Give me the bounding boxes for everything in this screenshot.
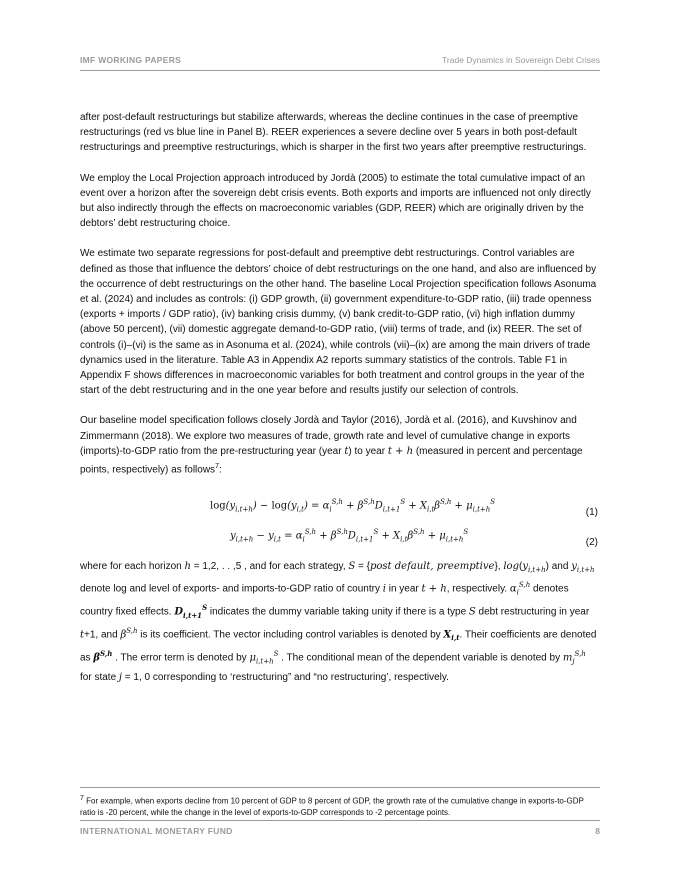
equation-2-formula: $y_{i,t+h} - y_{i,t} = \alpha_i^{S,h} + \beta^{S,h}D_{i,t+1}^S + X_{i,t}\beta^{S,h} + \mu_{i,t+h}^S$	[230, 527, 469, 543]
running-header-title: Trade Dynamics in Sovereign Debt Crises	[442, 55, 600, 65]
paragraph-2: We employ the Local Projection approach introduced by Jordà (2005) to estimate the total cumulative impact of an event over a horizon after the sovereign debt crisis events. Both exports and imports are influenced not only directly but also indirectly through the effects on macroeconomic variables (GDP, REER) which are originally driven by the debtors’ debt restructuring choice.	[80, 172, 591, 230]
equation-1	[80, 493, 600, 517]
equation-2	[80, 523, 600, 547]
page-number: 8	[595, 826, 600, 836]
paragraph-1: after post-default restructurings but stabilize afterwards, whereas the decline continues in the case of preemptive restructurings (red vs blue line in Panel B). REER experiences a severe decline over 5 years in both post-default restructurings and preemptive restructurings, which is sharper in the first two years after preemptive restructurings.	[80, 112, 587, 154]
footer-rule	[80, 820, 600, 821]
running-footer-org: INTERNATIONAL MONETARY FUND	[80, 826, 233, 836]
footnote-mark: 7	[80, 795, 84, 802]
footnote-7	[80, 793, 600, 818]
footnote-rule	[80, 787, 600, 788]
equation-2-number: (2)	[585, 536, 598, 548]
footnote-text: For example, when exports decline from 10 percent of GDP to 8 percent of GDP, the growth rate of the cumulative change in exports-to-GDP ratio is -20 percent, while the change in the level of exports-to-GDP corresponds to -2 percentage points.	[80, 796, 584, 817]
equation-1-number: (1)	[585, 506, 598, 518]
paragraph-3: We estimate two separate regressions for post-default and preemptive debt restructurings. Control variables are defined as those that influence the debtors’ choice of debt restructurings on the one hand, and also are influenced by the occurrence of debt restructurings on the other hand. The baseline Local Projection specification follows Asonuma et al. (2024) and includes as controls: (i) GDP growth, (ii) government expenditure-to-GDP ratio, (iii) trade openness (exports + imports / GDP ratio), (iv) banking crisis dummy, (v) bank credit-to-GDP ratio, (vi) high inflation dummy (above 50 percent), (vii) domestic aggregate demand-to-GDP ratio, (viii) terms of trade, and (ix) REER. The set of controls (i)–(vi) is the same as in Asonuma et al. (2024), while controls (vii)–(ix) are among the main drivers of trade dynamics used in the literature. Table A3 in Appendix A2 reports summary statistics of the controls. Table F1 in Appendix F shows differences in macroeconomic variables for both treatment and control groups in the year of the start of the debt restructuring and in the one year before and results justify our selection of controls.	[80, 248, 597, 397]
equation-1-formula: $\log(y_{i,t+h}) - \log(y_{i,t}) = \alpha_i^{S,h} + \beta^{S,h}D_{i,t+1}^S + X_{i,t}\beta^{S,h} + \mu_{i,t+h}^S$	[210, 497, 496, 513]
body-text	[80, 110, 600, 700]
paragraph-5: where for each horizon h = 1,2, . . ,5 , and for each strategy, S = {post default, preemptive}, $\log(y_{i,t+h})$ and $y_{i,t+h}$ denote log and level of exports- and imports-to-GDP ratio of country i in year t + h, respectively. $\alpha_i^{S,h}$ denotes country fixed effects. $D_{i,t+1}^S$ indicates the dummy variable taking unity if there is a type S debt restructuring in year t+1, and $\beta^{S,h}$ is its coefficient. The vector including control variables is denoted by $X_{i,t}$. Their coefficients are denoted as $\beta^{S,h}$ . The error term is denoted by $\mu_{i,t+h}^S$ . The conditional mean of the dependent variable is denoted by $m_j^{S,h}$ for state j = 1, 0 corresponding to ‘restructuring” and “no restructuring’, respectively.	[80, 560, 597, 683]
running-header-series: IMF WORKING PAPERS	[80, 55, 182, 65]
footnote-ref: 7	[215, 463, 219, 471]
header-rule	[80, 70, 600, 71]
paragraph-4: Our baseline model specification follows closely Jordà and Taylor (2016), Jordà et al. (2016), and Kuvshinov and Zimmermann (2018). We explore two measures of trade, growth rate and level of cumulative change in exports (imports)-to-GDP ratio from the pre-restructuring year (year t) to year t + h (measured in percent and percentage points, respectively) as follows$^7$:	[80, 415, 583, 476]
